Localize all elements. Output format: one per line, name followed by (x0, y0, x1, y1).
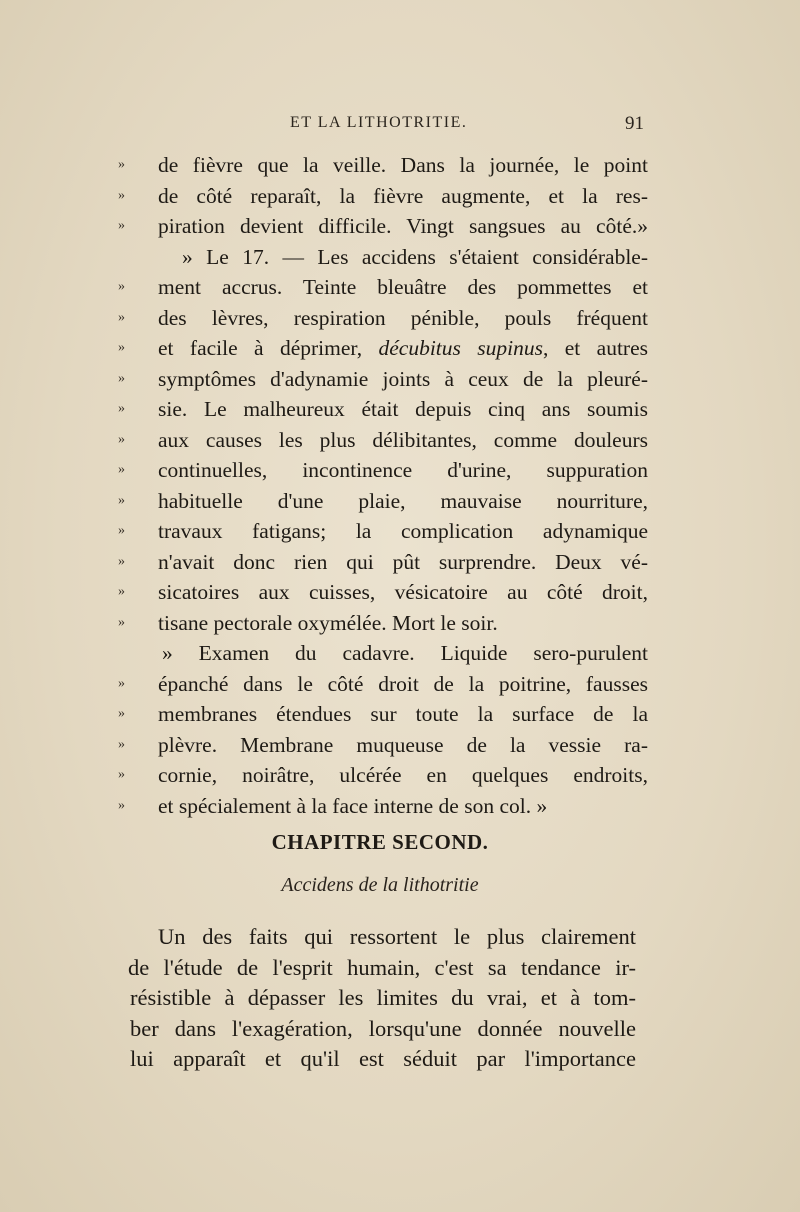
chapter-subtitle: Accidens de la lithotritie (281, 874, 479, 896)
quote-mark: » (118, 401, 125, 416)
text-line: » sie. Le malheureux était depuis cinq ans soumis (118, 394, 648, 425)
quoted-case-text (118, 150, 648, 821)
text-line: » épanché dans le côté droit de la poitrine, fausses (118, 669, 648, 700)
quote-mark: » (118, 797, 125, 813)
paragraph-line: lui apparaît et qu'il est séduit par l'importance (130, 1046, 636, 1071)
latin-term: décubitus supinus (378, 336, 543, 360)
text-line: » Examen du cadavre. Liquide sero-purulent (162, 641, 648, 665)
quote-mark: » (118, 523, 125, 538)
text-line: » sicatoires aux cuisses, vésicatoire au côté droit, (118, 577, 648, 608)
text-line: » cornie, noirâtre, ulcérée en quelques endroits, (118, 760, 648, 791)
text-line: » piration devient difficile. Vingt sangsues au côté.» (118, 211, 648, 242)
text-line: » Le 17. — Les accidens s'étaient considérable- (182, 244, 648, 269)
quote-mark: » (118, 309, 125, 325)
quote-mark: » (118, 462, 125, 477)
chapter-title: CHAPITRE SECOND. (271, 830, 489, 854)
paragraph-line: Un des faits qui ressortent le plus clairement (158, 924, 636, 949)
text-line: » plèvre. Membrane muqueuse de la vessie ra- (118, 730, 648, 761)
quote-mark: » (118, 492, 125, 508)
quote-mark: » (118, 370, 125, 386)
quote-mark: » (118, 279, 125, 294)
text-line: » aux causes les plus délibitantes, comme douleurs (118, 425, 648, 456)
page-number: 91 (625, 113, 644, 134)
text-line: » n'avait donc rien qui pût surprendre. Deux vé- (118, 547, 648, 578)
page-header (150, 114, 650, 142)
paragraph-line: de l'étude de l'esprit humain, c'est sa tendance ir- (128, 954, 636, 980)
text-line: » de fièvre que la veille. Dans la journée, le point (118, 150, 648, 181)
quote-mark: » (118, 218, 125, 233)
running-title: ET LA LITHOTRITIE. (290, 114, 468, 131)
quote-mark: » (118, 157, 125, 172)
text-line: » des lèvres, respiration pénible, pouls fréquent (118, 303, 648, 334)
text-line: » ment accrus. Teinte bleuâtre des pommettes et (118, 272, 648, 303)
text-line: » membranes étendues sur toute la surface de la (118, 699, 648, 730)
quote-mark: » (118, 187, 125, 203)
quote-mark: » (118, 553, 125, 569)
quote-mark: » (118, 736, 125, 752)
text-line: » habituelle d'une plaie, mauvaise nourriture, (118, 486, 648, 517)
text-line: » travaux fatigans; la complication adynamique (118, 516, 648, 547)
text-line: » symptômes d'adynamie joints à ceux de la pleuré- (118, 364, 648, 395)
paragraph-line: résistible à dépasser les limites du vrai, et à tom- (130, 985, 636, 1010)
quote-mark: » (118, 767, 125, 782)
quote-mark: » (118, 431, 125, 447)
quote-mark: » (118, 675, 125, 691)
text-line: » de côté reparaît, la fièvre augmente, et la res- (118, 181, 648, 212)
quote-mark: » (118, 584, 125, 599)
chapter-paragraph (130, 922, 636, 1075)
text-line: » et facile à déprimer, décubitus supinus, et autres (118, 333, 648, 364)
paragraph-line: ber dans l'exagération, lorsqu'une donnée nouvelle (130, 1015, 636, 1041)
text-line: » continuelles, incontinence d'urine, suppuration (118, 455, 648, 486)
quote-mark: » (118, 340, 125, 355)
text-line: » tisane pectorale oxymélée. Mort le soir. (118, 608, 648, 639)
quote-mark: » (118, 706, 125, 721)
text-line: » et spécialement à la face interne de son col. » (118, 791, 648, 822)
quote-mark: » (118, 614, 125, 630)
